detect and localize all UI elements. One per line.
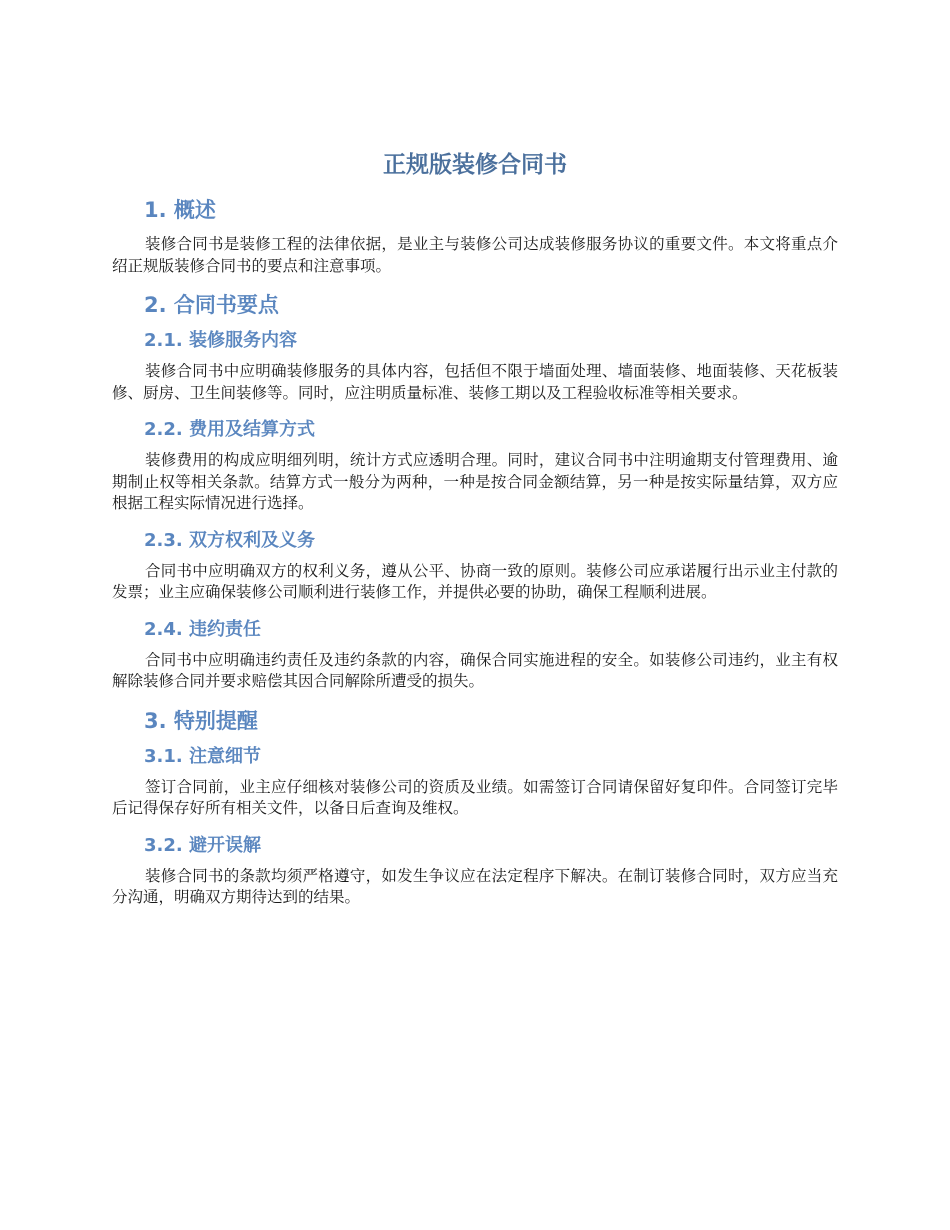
section-paragraph-overview: 装修合同书是装修工程的法律依据，是业主与装修公司达成装修服务协议的重要文件。本文将重点介绍正规版装修合同书的要点和注意事项。 [112, 235, 838, 275]
document-page [112, 140, 838, 923]
subsection-heading-fees: 2.2. 费用及结算方式 [144, 419, 315, 440]
subsection-heading-misunderstanding: 3.2. 避开误解 [144, 834, 261, 856]
document-title: 正规版装修合同书 [383, 152, 567, 178]
subsection-heading-rights: 2.3. 双方权利及义务 [144, 529, 315, 551]
subsection-paragraph-details: 签订合同前，业主应仔细核对装修公司的资质及业绩。如需签订合同请保留好复印件。合同签订完毕后记得保存好所有相关文件，以备日后查询及维权。 [112, 777, 838, 817]
section-heading-key-points: 2. 合同书要点 [144, 293, 279, 317]
subsection-paragraph-misunderstanding: 装修合同书的条款均须严格遵守，如发生争议应在法定程序下解决。在制订装修合同时，双方应当充分沟通，明确双方期待达到的结果。 [112, 866, 838, 906]
subsection-heading-liability: 2.4. 违约责任 [144, 618, 261, 640]
subsection-paragraph-fees: 装修费用的构成应明细列明，统计方式应透明合理。同时，建议合同书中注明逾期支付管理费用、逾期制止权等相关条款。结算方式一般分为两种，一种是按合同金额结算，另一种是按实际量结算，双方应根据工程实际情况进行选择。 [112, 451, 838, 512]
subsection-heading-details: 3.1. 注意细节 [144, 745, 261, 767]
subsection-heading-service-content: 2.1. 装修服务内容 [144, 330, 297, 351]
subsection-paragraph-rights: 合同书中应明确双方的权利义务，遵从公平、协商一致的原则。装修公司应承诺履行出示业主付款的发票；业主应确保装修公司顺利进行装修工作，并提供必要的协助，确保工程顺利进展。 [112, 561, 838, 601]
subsection-paragraph-liability: 合同书中应明确违约责任及违约条款的内容，确保合同实施进程的安全。如装修公司违约，业主有权解除装修合同并要求赔偿其因合同解除所遭受的损失。 [112, 650, 838, 690]
section-heading-reminders: 3. 特别提醒 [144, 708, 258, 733]
subsection-paragraph-service-content: 装修合同书中应明确装修服务的具体内容，包括但不限于墙面处理、墙面装修、地面装修、天花板装修、厨房、卫生间装修等。同时，应注明质量标准、装修工期以及工程验收标准等相关要求。 [112, 362, 838, 402]
section-heading-overview: 1. 概述 [144, 198, 216, 222]
